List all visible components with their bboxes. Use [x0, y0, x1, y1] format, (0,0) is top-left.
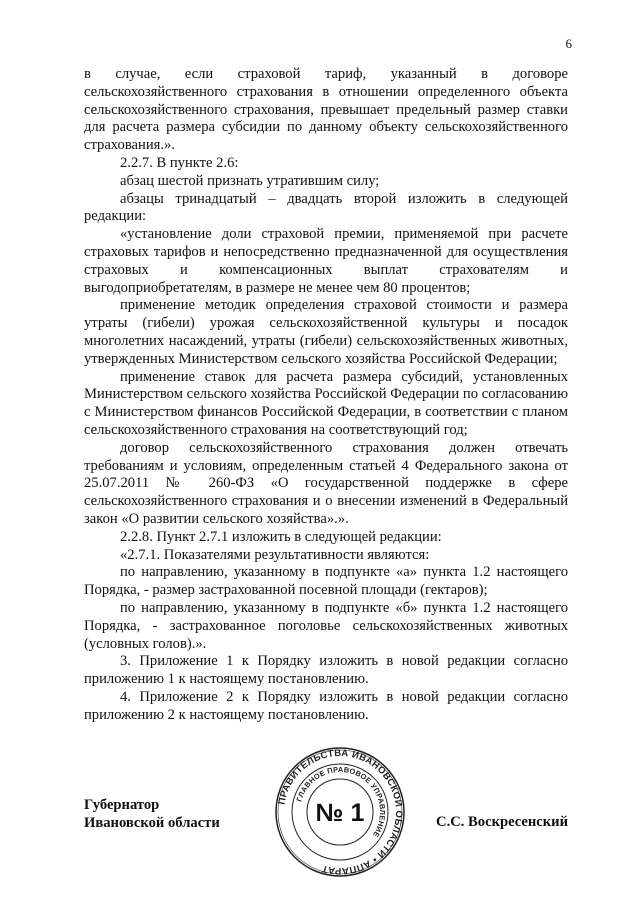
- paragraph: 2.2.8. Пункт 2.7.1 изложить в следующей редакции:: [120, 528, 442, 545]
- paragraph: абзацы тринадцатый – двадцать второй изложить в следующей редакции:: [84, 190, 568, 225]
- paragraph: 3. Приложение 1 к Порядку изложить в новой редакции согласно приложению 1 к настоящему постановлению.: [84, 653, 568, 688]
- paragraph: 2.2.7. В пункте 2.6:: [120, 154, 239, 171]
- official-seal: [274, 746, 406, 878]
- signatory-title-line1: Губернатор: [84, 797, 160, 813]
- paragraph: по направлению, указанному в подпункте «а» пункта 1.2 настоящего Порядка, - размер застрахованной посевной площади (гектаров);: [84, 564, 568, 599]
- paragraph: «2.7.1. Показателями результативности являются:: [120, 546, 430, 563]
- seal-center-text: № 1: [315, 799, 365, 827]
- paragraph: применение методик определения страховой стоимости и размера утраты (гибели) урожая сельскохозяйственной культуры и посадок многолетних насаждений, утраты (гибели) сельскохозяйственных животных, утвержденных Министерством сельского хозяйства Российской Федерации;: [84, 297, 568, 367]
- seal-outer-text: ПРАВИТЕЛЬСТВА ИВАНОВСКОЙ ОБЛАСТИ • АППАРАТ: [276, 747, 405, 877]
- paragraph: абзац шестой признать утратившим силу;: [120, 172, 380, 189]
- paragraph: «установление доли страховой премии, применяемой при расчете страховых тарифов и непосредственно предназначенной для осуществления страховых и компенсационных выплат страхователям и выгодоприобретателям, в размере не менее чем 80 процентов;: [84, 226, 568, 296]
- signatory-name: С.С. Воскресенский: [436, 814, 568, 830]
- paragraph: в случае, если страховой тариф, указанный в договоре сельскохозяйственного страхования в отношении определенного объекта сельскохозяйственного страхования, превышает предельный размер ставки для расчета размера субсидии по данному объекту сельскохозяйственного страхования.».: [84, 66, 568, 154]
- paragraph: по направлению, указанному в подпункте «б» пункта 1.2 настоящего Порядка, - застрахованное поголовье сельскохозяйственных животных (условных голов).».: [84, 599, 568, 652]
- paragraph: применение ставок для расчета размера субсидий, установленных Министерством сельского хозяйства Российской Федерации по согласованию с Министерством финансов Российской Федерации, в соответствии с планом сельскохозяйственного страхования на соответствующий год;: [84, 368, 568, 438]
- page-number: 6: [565, 36, 572, 51]
- signatory-title: [84, 796, 220, 832]
- signature-block: [84, 747, 568, 877]
- seal-inner-text: ГЛАВНОЕ ПРАВОВОЕ УПРАВЛЕНИЕ: [294, 764, 388, 840]
- paragraph: договор сельскохозяйственного страхования должен отвечать требованиям и условиям, определенным статьей 4 Федерального закона от 25.07.2011 № 260-ФЗ «О государственной поддержке в сфере сельскохозяйственного страхования и о внесении изменений в Федеральный закон «О развитии сельского хозяйства».».: [84, 439, 568, 527]
- document-body: [84, 66, 568, 724]
- signatory-title-line2: Ивановской области: [84, 815, 220, 831]
- paragraph: 4. Приложение 2 к Порядку изложить в новой редакции согласно приложению 2 к настоящему постановлению.: [84, 688, 568, 723]
